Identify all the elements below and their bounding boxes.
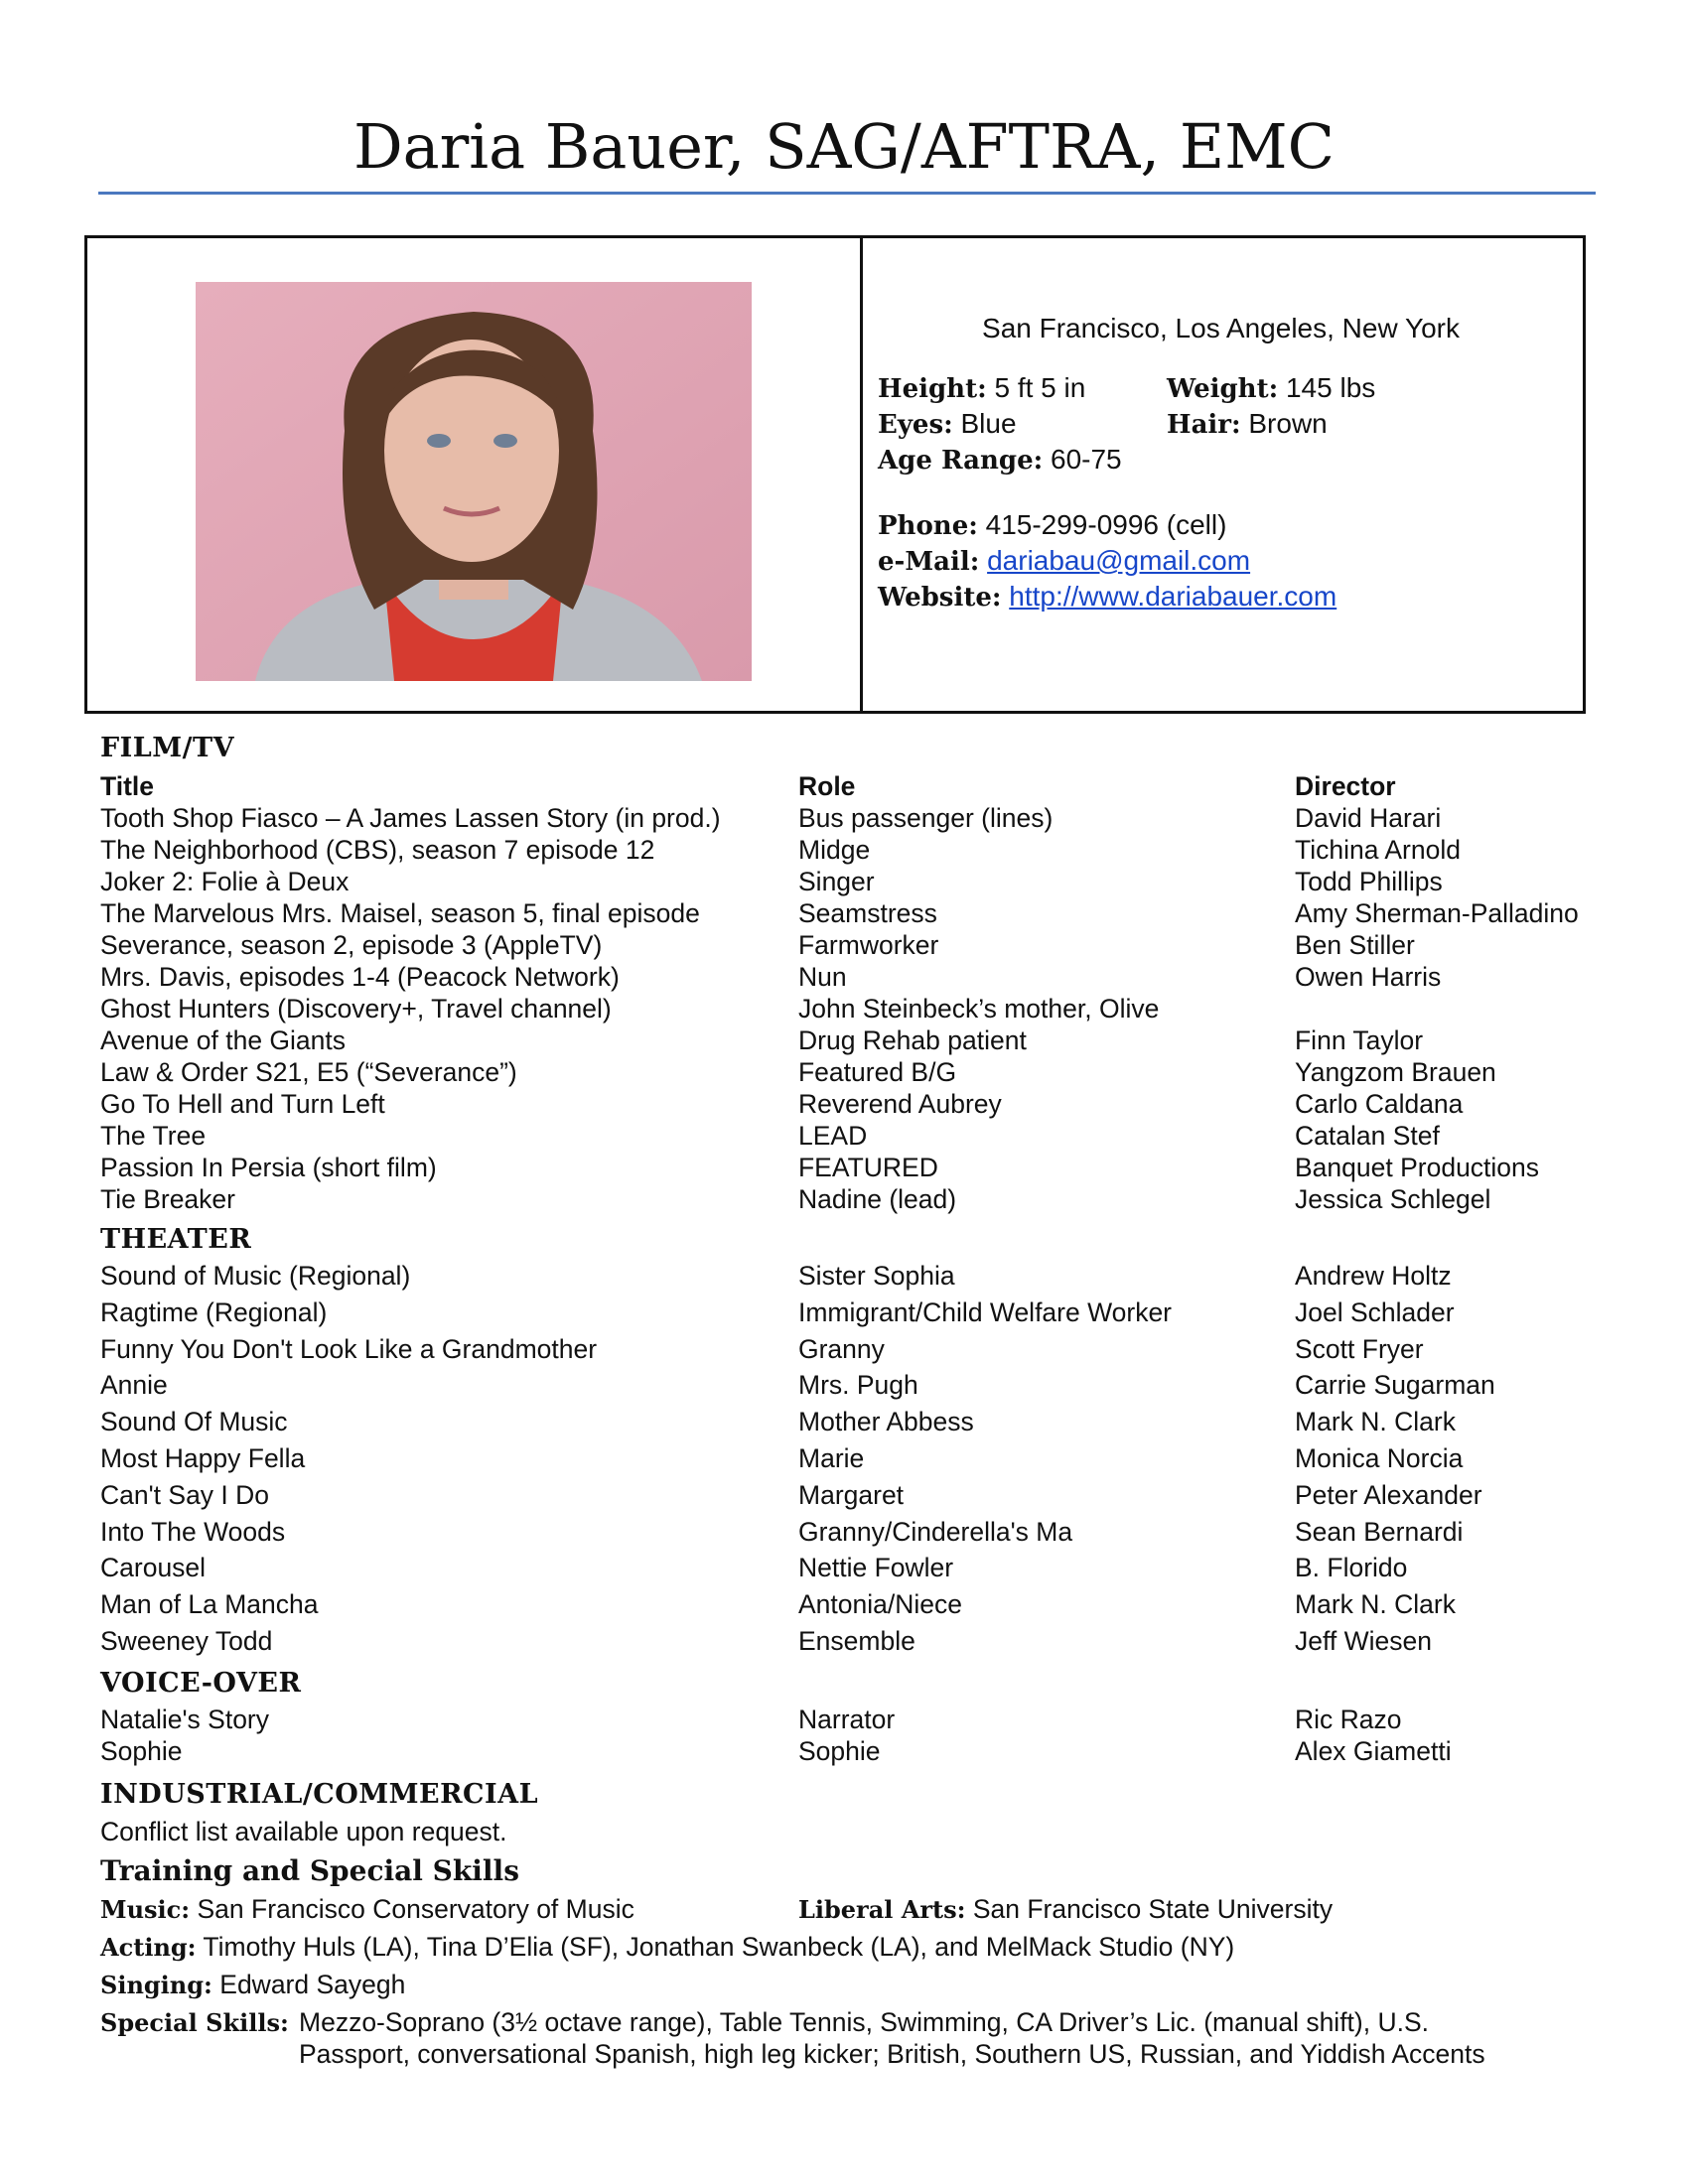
film-title: Avenue of the Giants <box>100 1025 347 1055</box>
theater-role: Granny <box>798 1333 885 1364</box>
theater-title: Funny You Don't Look Like a Grandmother <box>100 1333 598 1364</box>
acting-label: Acting: <box>100 1933 197 1962</box>
voiceover-title: Natalie's Story <box>100 1705 270 1734</box>
theater-director: B. Florido <box>1295 1553 1408 1583</box>
music-line <box>100 1893 634 1926</box>
location-text: San Francisco, Los Angeles, New York <box>982 313 1460 343</box>
theater-director: Scott Fryer <box>1295 1333 1424 1364</box>
film-role: Seamstress <box>798 898 937 928</box>
theater-row <box>0 1406 1688 1437</box>
film-director: David Harari <box>1295 803 1442 833</box>
theater-role: Mother Abbess <box>798 1407 974 1437</box>
film-row <box>0 1088 1688 1120</box>
theater-row <box>0 1479 1688 1511</box>
voiceover-title: Sophie <box>100 1736 183 1766</box>
special-skills-line-2: Passport, conversational Spanish, high leg kicker; British, Southern US, Russian, and Yiddish Accents <box>299 2039 1485 2069</box>
film-title: Tooth Shop Fiasco – A James Lassen Story (in prod.) <box>100 803 721 833</box>
special-skills-label: Special Skills: <box>100 2008 289 2037</box>
theater-role: Margaret <box>798 1479 905 1510</box>
theater-heading: THEATER <box>100 1224 252 1255</box>
phone-line <box>878 507 1226 544</box>
film-role: John Steinbeck’s mother, Olive <box>798 994 1160 1024</box>
theater-role: Mrs. Pugh <box>798 1370 918 1401</box>
film-director: Finn Taylor <box>1295 1025 1424 1055</box>
film-role: Reverend Aubrey <box>798 1089 1002 1119</box>
theater-row <box>0 1516 1688 1548</box>
eyes-value: Blue <box>960 408 1017 439</box>
film-row <box>0 1152 1688 1183</box>
theater-role: Sister Sophia <box>798 1261 955 1291</box>
film-role: Bus passenger (lines) <box>798 803 1054 833</box>
film-row <box>0 1024 1688 1056</box>
headshot-photo <box>196 282 752 681</box>
liberal-arts-line <box>798 1893 1333 1926</box>
title-divider <box>98 192 1596 195</box>
liberal-arts-value: San Francisco State University <box>972 1894 1334 1924</box>
weight-value: 145 lbs <box>1285 372 1376 403</box>
voiceover-director: Ric Razo <box>1295 1705 1402 1734</box>
music-label: Music: <box>100 1895 191 1924</box>
theater-row <box>0 1442 1688 1474</box>
theater-director: Sean Bernardi <box>1295 1516 1464 1547</box>
eyes-line <box>878 406 1017 443</box>
theater-director: Andrew Holtz <box>1295 1261 1452 1291</box>
film-role: Farmworker <box>798 930 939 960</box>
col-title-header: Title <box>100 771 154 801</box>
film-title: Mrs. Davis, episodes 1-4 (Peacock Network) <box>100 962 620 992</box>
film-row <box>0 897 1688 929</box>
film-title: The Marvelous Mrs. Maisel, season 5, final episode <box>100 898 700 928</box>
film-row <box>0 1056 1688 1088</box>
film-heading: FILM/TV <box>100 733 235 763</box>
theater-role: Immigrant/Child Welfare Worker <box>798 1297 1173 1327</box>
music-value: San Francisco Conservatory of Music <box>197 1894 634 1924</box>
height-label: Height: <box>878 374 987 404</box>
theater-title: Carousel <box>100 1553 207 1583</box>
film-director: Tichina Arnold <box>1295 835 1461 865</box>
theater-role: Nettie Fowler <box>798 1553 954 1583</box>
phone-label: Phone: <box>878 511 978 541</box>
film-title: Passion In Persia (short film) <box>100 1153 437 1182</box>
age-line <box>878 442 1122 478</box>
voiceover-row <box>0 1735 1688 1767</box>
theater-role: Granny/Cinderella's Ma <box>798 1516 1073 1547</box>
theater-director: Jeff Wiesen <box>1295 1626 1432 1656</box>
theater-title: Ragtime (Regional) <box>100 1297 328 1327</box>
website-label: Website: <box>878 583 1002 613</box>
film-row <box>0 802 1688 834</box>
age-value: 60-75 <box>1051 444 1122 475</box>
email-link[interactable]: dariabau@gmail.com <box>987 545 1251 576</box>
film-director: Amy Sherman-Palladino <box>1295 898 1579 928</box>
theater-title: Most Happy Fella <box>100 1443 306 1473</box>
theater-row <box>0 1588 1688 1620</box>
theater-title: Man of La Mancha <box>100 1589 319 1620</box>
theater-director: Monica Norcia <box>1295 1443 1464 1473</box>
film-title: The Tree <box>100 1121 207 1151</box>
film-role: Featured B/G <box>798 1057 957 1087</box>
hair-value: Brown <box>1248 408 1328 439</box>
film-title: Tie Breaker <box>100 1184 235 1214</box>
email-label: e-Mail: <box>878 547 980 577</box>
film-column-headers <box>0 770 1688 802</box>
theater-title: Can't Say I Do <box>100 1479 270 1510</box>
theater-row <box>0 1369 1688 1401</box>
special-skills-line-1: Mezzo-Soprano (3½ octave range), Table Tennis, Swimming, CA Driver’s Lic. (manual shift), U.S. <box>299 2007 1430 2037</box>
film-title: Go To Hell and Turn Left <box>100 1089 385 1119</box>
theater-row <box>0 1260 1688 1292</box>
voiceover-heading: VOICE-OVER <box>100 1668 302 1699</box>
singing-value: Edward Sayegh <box>219 1970 406 1999</box>
height-value: 5 ft 5 in <box>994 372 1086 403</box>
hair-label: Hair: <box>1167 410 1241 440</box>
theater-role: Ensemble <box>798 1626 915 1656</box>
film-row <box>0 866 1688 897</box>
singing-label: Singing: <box>100 1971 212 1999</box>
film-director: Banquet Productions <box>1295 1153 1540 1182</box>
theater-director: Peter Alexander <box>1295 1479 1482 1510</box>
weight-label: Weight: <box>1167 374 1279 404</box>
theater-role: Antonia/Niece <box>798 1589 962 1620</box>
film-title: Severance, season 2, episode 3 (AppleTV) <box>100 930 603 960</box>
voiceover-director: Alex Giametti <box>1295 1736 1452 1766</box>
film-row <box>0 961 1688 993</box>
film-director: Owen Harris <box>1295 962 1442 992</box>
voiceover-role: Narrator <box>798 1705 896 1734</box>
film-role: LEAD <box>798 1121 868 1151</box>
theater-director: Carrie Sugarman <box>1295 1370 1495 1401</box>
theater-director: Mark N. Clark <box>1295 1407 1456 1437</box>
film-director: Ben Stiller <box>1295 930 1415 960</box>
acting-value: Timothy Huls (LA), Tina D’Elia (SF), Jonathan Swanbeck (LA), and MelMack Studio (NY) <box>203 1932 1235 1962</box>
eyes-label: Eyes: <box>878 410 953 440</box>
resume-name: Daria Bauer, SAG/AFTRA, EMC <box>352 110 1336 183</box>
film-row <box>0 993 1688 1024</box>
film-title: Joker 2: Folie à Deux <box>100 867 350 896</box>
singing-line <box>100 1969 405 2001</box>
theater-title: Sound of Music (Regional) <box>100 1261 411 1291</box>
film-role: Midge <box>798 835 871 865</box>
acting-line <box>100 1931 1234 1964</box>
film-row <box>0 1120 1688 1152</box>
col-role-header: Role <box>798 771 856 801</box>
liberal-arts-label: Liberal Arts: <box>798 1895 966 1924</box>
film-director: Jessica Schlegel <box>1295 1184 1491 1214</box>
theater-role: Marie <box>798 1443 865 1473</box>
film-role: Nun <box>798 962 847 992</box>
phone-value: 415-299-0996 (cell) <box>985 509 1227 540</box>
industrial-heading: INDUSTRIAL/COMMERCIAL <box>100 1779 539 1810</box>
age-label: Age Range: <box>878 446 1044 476</box>
film-title: Law & Order S21, E5 (“Severance”) <box>100 1057 517 1087</box>
film-title: Ghost Hunters (Discovery+, Travel channel) <box>100 994 612 1024</box>
hair-line <box>1167 406 1328 443</box>
voiceover-role: Sophie <box>798 1736 881 1766</box>
film-director: Catalan Stef <box>1295 1121 1440 1151</box>
website-link[interactable]: http://www.dariabauer.com <box>1009 581 1337 612</box>
theater-title: Sweeney Todd <box>100 1626 273 1656</box>
film-role: Drug Rehab patient <box>798 1025 1027 1055</box>
height-line <box>878 370 1085 407</box>
training-heading: Training and Special Skills <box>100 1854 519 1887</box>
theater-title: Annie <box>100 1370 168 1401</box>
website-line <box>878 579 1336 615</box>
email-line <box>878 543 1250 580</box>
film-row <box>0 834 1688 866</box>
theater-title: Sound Of Music <box>100 1407 288 1437</box>
film-row <box>0 929 1688 961</box>
film-role: Singer <box>798 867 875 896</box>
film-row <box>0 1183 1688 1215</box>
film-director: Todd Phillips <box>1295 867 1443 896</box>
special-skills-label-wrap <box>100 2006 289 2039</box>
weight-line <box>1167 370 1375 407</box>
theater-row <box>0 1333 1688 1365</box>
col-director-header: Director <box>1295 771 1396 801</box>
theater-row <box>0 1625 1688 1657</box>
theater-row <box>0 1297 1688 1328</box>
theater-director: Joel Schlader <box>1295 1297 1455 1327</box>
voiceover-row <box>0 1704 1688 1735</box>
theater-director: Mark N. Clark <box>1295 1589 1456 1620</box>
theater-title: Into The Woods <box>100 1516 286 1547</box>
film-role: Nadine (lead) <box>798 1184 957 1214</box>
film-director: Yangzom Brauen <box>1295 1057 1496 1087</box>
film-role: FEATURED <box>798 1153 938 1182</box>
industrial-text: Conflict list available upon request. <box>100 1817 507 1846</box>
film-title: The Neighborhood (CBS), season 7 episode 12 <box>100 835 655 865</box>
film-director: Carlo Caldana <box>1295 1089 1464 1119</box>
theater-row <box>0 1552 1688 1583</box>
